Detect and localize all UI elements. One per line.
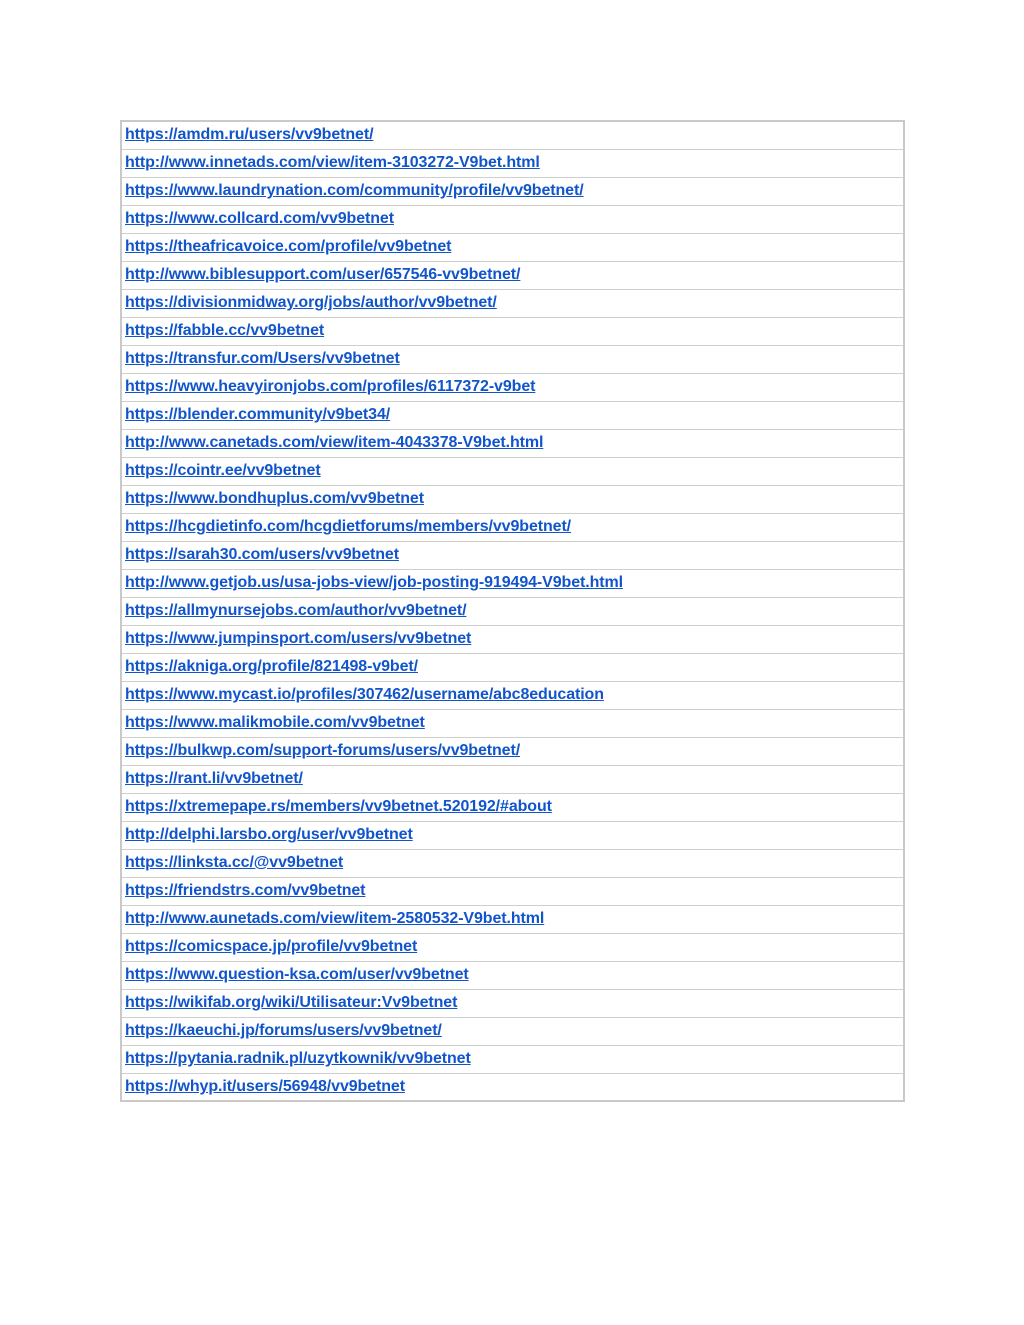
- profile-link[interactable]: https://transfur.com/Users/vv9betnet: [125, 350, 400, 367]
- table-row: [121, 121, 904, 149]
- table-cell: [121, 373, 904, 401]
- table-cell: [121, 513, 904, 541]
- profile-link[interactable]: http://www.canetads.com/view/item-4043378-V9bet.html: [125, 434, 544, 451]
- table-cell: [121, 205, 904, 233]
- table-cell: [121, 737, 904, 765]
- profile-link[interactable]: https://bulkwp.com/support-forums/users/vv9betnet/: [125, 742, 521, 759]
- link-table-body: [121, 121, 904, 1101]
- table-cell: [121, 429, 904, 457]
- link-table: [120, 120, 905, 1102]
- table-row: [121, 177, 904, 205]
- profile-link[interactable]: https://hcgdietinfo.com/hcgdietforums/members/vv9betnet/: [125, 518, 572, 535]
- table-row: [121, 821, 904, 849]
- table-row: [121, 1073, 904, 1101]
- table-cell: [121, 933, 904, 961]
- table-cell: [121, 625, 904, 653]
- profile-link[interactable]: https://www.laundrynation.com/community/profile/vv9betnet/: [125, 182, 584, 199]
- table-row: [121, 401, 904, 429]
- profile-link[interactable]: https://www.collcard.com/vv9betnet: [125, 210, 394, 227]
- profile-link[interactable]: https://kaeuchi.jp/forums/users/vv9betnet/: [125, 1022, 442, 1039]
- profile-link[interactable]: https://xtremepape.rs/members/vv9betnet.520192/#about: [125, 798, 552, 815]
- profile-link[interactable]: https://fabble.cc/vv9betnet: [125, 322, 325, 339]
- table-cell: [121, 681, 904, 709]
- table-row: [121, 485, 904, 513]
- table-cell: [121, 821, 904, 849]
- table-row: [121, 877, 904, 905]
- profile-link[interactable]: https://www.malikmobile.com/vv9betnet: [125, 714, 425, 731]
- profile-link[interactable]: https://cointr.ee/vv9betnet: [125, 462, 321, 479]
- table-cell: [121, 121, 904, 149]
- table-row: [121, 681, 904, 709]
- table-row: [121, 205, 904, 233]
- profile-link[interactable]: http://www.innetads.com/view/item-3103272-V9bet.html: [125, 154, 540, 171]
- profile-link[interactable]: https://pytania.radnik.pl/uzytkownik/vv9betnet: [125, 1050, 471, 1067]
- table-cell: [121, 541, 904, 569]
- profile-link[interactable]: https://www.question-ksa.com/user/vv9betnet: [125, 966, 469, 983]
- table-row: [121, 569, 904, 597]
- profile-link[interactable]: https://friendstrs.com/vv9betnet: [125, 882, 366, 899]
- table-row: [121, 149, 904, 177]
- table-cell: [121, 289, 904, 317]
- table-cell: [121, 345, 904, 373]
- table-row: [121, 317, 904, 345]
- table-row: [121, 737, 904, 765]
- table-cell: [121, 401, 904, 429]
- table-row: [121, 261, 904, 289]
- table-cell: [121, 233, 904, 261]
- profile-link[interactable]: https://comicspace.jp/profile/vv9betnet: [125, 938, 418, 955]
- table-row: [121, 1045, 904, 1073]
- table-row: [121, 233, 904, 261]
- profile-link[interactable]: https://whyp.it/users/56948/vv9betnet: [125, 1077, 405, 1095]
- profile-link[interactable]: https://allmynursejobs.com/author/vv9betnet/: [125, 602, 467, 619]
- profile-link[interactable]: https://www.heavyironjobs.com/profiles/6117372-v9bet: [125, 378, 536, 395]
- profile-link[interactable]: https://rant.li/vv9betnet/: [125, 770, 303, 787]
- profile-link[interactable]: https://www.mycast.io/profiles/307462/username/abc8education: [125, 686, 604, 703]
- table-row: [121, 457, 904, 485]
- profile-link[interactable]: https://akniga.org/profile/821498-v9bet/: [125, 658, 418, 675]
- profile-link[interactable]: https://sarah30.com/users/vv9betnet: [125, 546, 399, 563]
- table-cell: [121, 457, 904, 485]
- table-cell: [121, 1073, 904, 1101]
- table-cell: [121, 597, 904, 625]
- table-row: [121, 345, 904, 373]
- profile-link[interactable]: https://theafricavoice.com/profile/vv9betnet: [125, 238, 452, 255]
- table-row: [121, 541, 904, 569]
- table-row: [121, 1017, 904, 1045]
- table-row: [121, 961, 904, 989]
- profile-link[interactable]: http://www.getjob.us/usa-jobs-view/job-posting-919494-V9bet.html: [125, 574, 623, 591]
- profile-link[interactable]: https://linksta.cc/@vv9betnet: [125, 854, 344, 871]
- table-cell: [121, 877, 904, 905]
- table-row: [121, 989, 904, 1017]
- table-cell: [121, 1017, 904, 1045]
- table-cell: [121, 765, 904, 793]
- table-row: [121, 513, 904, 541]
- table-cell: [121, 905, 904, 933]
- profile-link[interactable]: https://wikifab.org/wiki/Utilisateur:Vv9betnet: [125, 994, 458, 1011]
- table-cell: [121, 149, 904, 177]
- table-row: [121, 793, 904, 821]
- table-cell: [121, 989, 904, 1017]
- table-row: [121, 933, 904, 961]
- table-cell: [121, 261, 904, 289]
- table-cell: [121, 793, 904, 821]
- profile-link[interactable]: https://divisionmidway.org/jobs/author/vv9betnet/: [125, 294, 497, 311]
- table-cell: [121, 485, 904, 513]
- table-row: [121, 373, 904, 401]
- profile-link[interactable]: https://www.jumpinsport.com/users/vv9betnet: [125, 630, 472, 647]
- profile-link[interactable]: https://amdm.ru/users/vv9betnet/: [125, 126, 374, 144]
- table-row: [121, 289, 904, 317]
- table-cell: [121, 569, 904, 597]
- table-cell: [121, 849, 904, 877]
- table-row: [121, 849, 904, 877]
- table-row: [121, 653, 904, 681]
- table-cell: [121, 317, 904, 345]
- table-cell: [121, 653, 904, 681]
- table-row: [121, 429, 904, 457]
- table-cell: [121, 709, 904, 737]
- profile-link[interactable]: http://www.aunetads.com/view/item-2580532-V9bet.html: [125, 910, 545, 927]
- table-row: [121, 765, 904, 793]
- table-cell: [121, 177, 904, 205]
- table-cell: [121, 1045, 904, 1073]
- table-row: [121, 709, 904, 737]
- profile-link[interactable]: http://delphi.larsbo.org/user/vv9betnet: [125, 826, 413, 843]
- table-row: [121, 905, 904, 933]
- table-cell: [121, 961, 904, 989]
- table-row: [121, 625, 904, 653]
- table-row: [121, 597, 904, 625]
- profile-link[interactable]: https://blender.community/v9bet34/: [125, 406, 391, 423]
- profile-link[interactable]: https://www.bondhuplus.com/vv9betnet: [125, 490, 424, 507]
- profile-link[interactable]: http://www.biblesupport.com/user/657546-vv9betnet/: [125, 266, 521, 283]
